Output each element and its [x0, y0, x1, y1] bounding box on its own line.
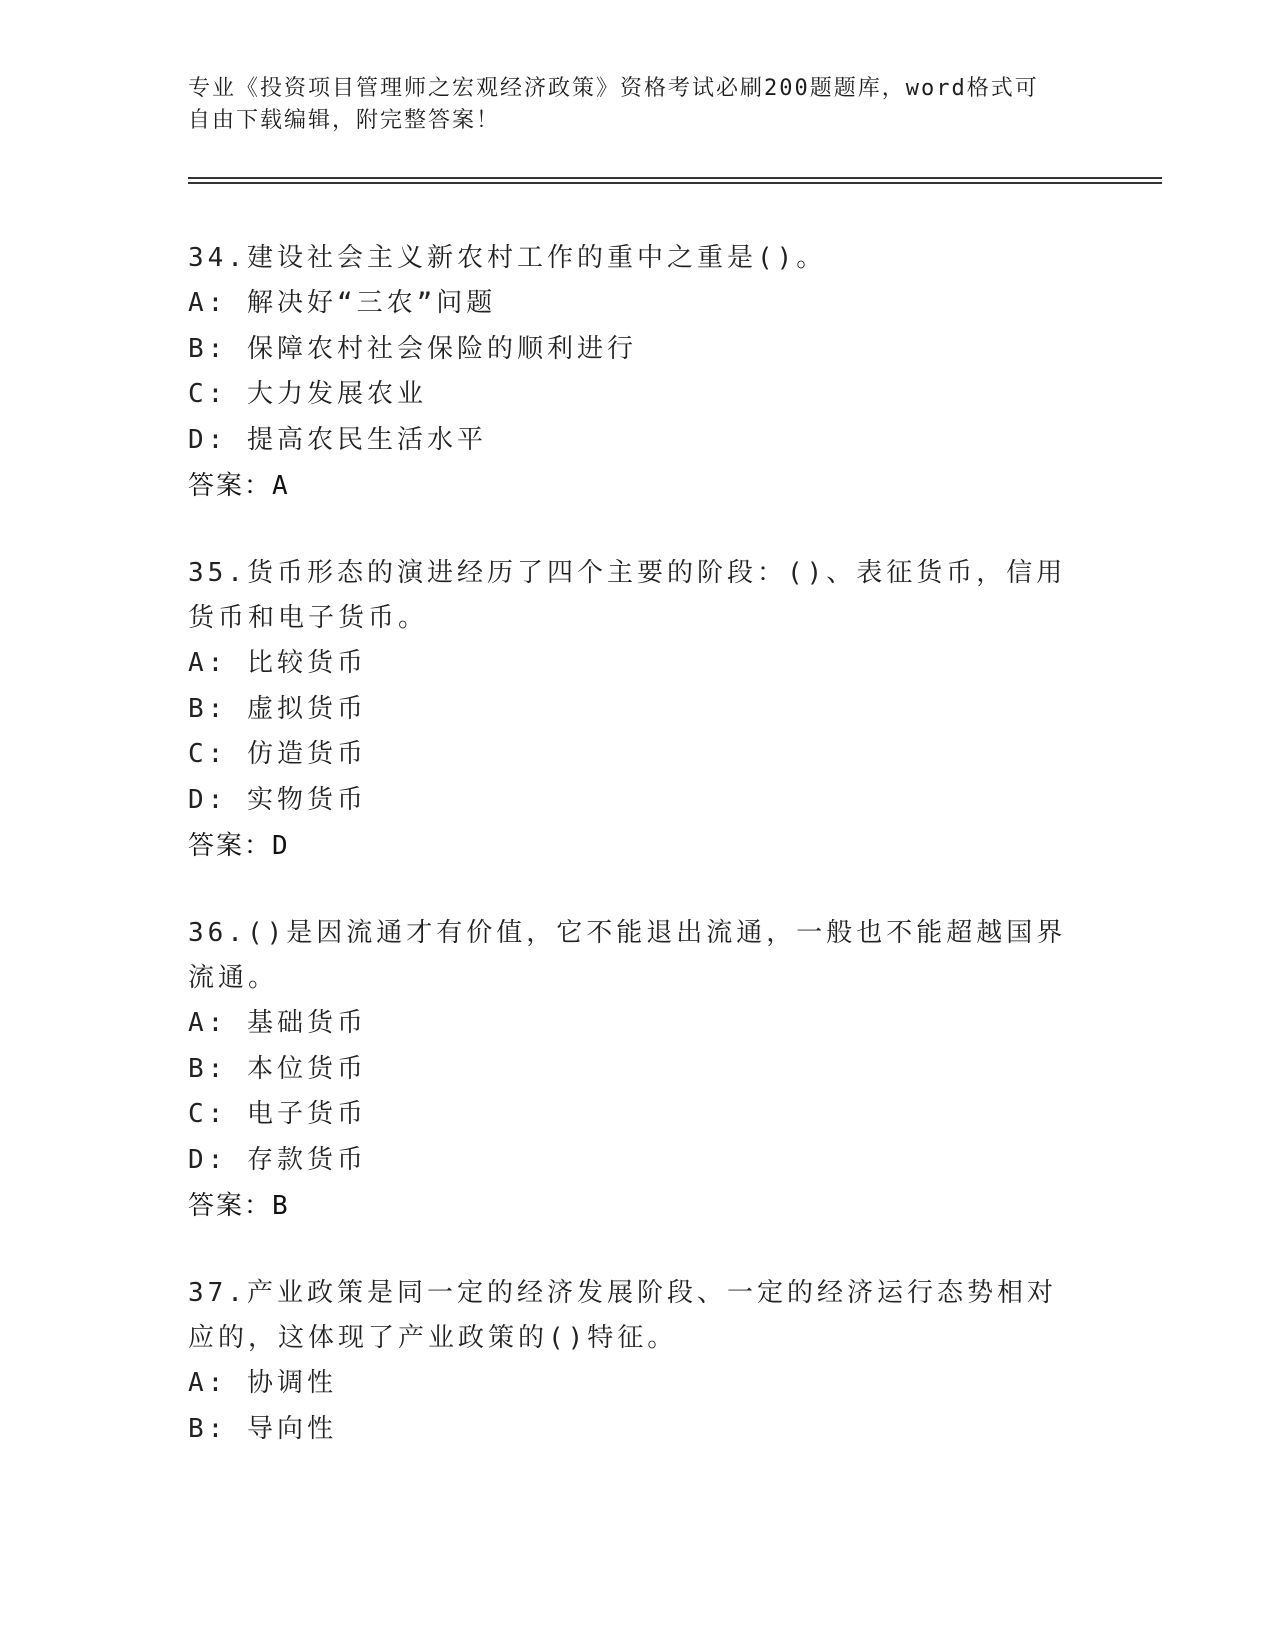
answer [188, 1183, 1078, 1229]
question-text: 36.()是因流通才有价值，它不能退出流通，一般也不能超越国界流通。 [188, 918, 1067, 993]
option-b: B: 导向性 [188, 1413, 337, 1444]
header-divider-top [188, 177, 1162, 179]
option-d: D: 提高农民生活水平 [188, 424, 487, 455]
header-divider-bottom [188, 182, 1162, 184]
question-text: 37.产业政策是同一定的经济发展阶段、一定的经济运行态势相对应的，这体现了产业政策的()特征。 [188, 1278, 1057, 1353]
option-c: C: 大力发展农业 [188, 379, 427, 409]
question-text: 34.建设社会主义新农村工作的重中之重是()。 [188, 243, 827, 273]
document-header [188, 73, 1068, 137]
header-line-2: 自由下载编辑，附完整答案！ [188, 108, 501, 133]
answer-label: 答案： [188, 831, 273, 861]
option-d: D: 存款货币 [188, 1144, 367, 1175]
answer-label: 答案： [188, 1191, 273, 1221]
answer-label: 答案： [188, 471, 273, 501]
option-b: B: 本位货币 [188, 1053, 367, 1084]
option-b: B: 保障农村社会保险的顺利进行 [188, 333, 637, 364]
question-list [188, 236, 1078, 1494]
answer-value: D [272, 831, 289, 861]
option-a: A: 基础货币 [188, 1008, 367, 1038]
question-text: 35.货币形态的演进经历了四个主要的阶段：()、表征货币，信用货币和电子货币。 [188, 558, 1067, 633]
question-35 [188, 551, 1078, 869]
option-b: B: 虚拟货币 [188, 693, 367, 724]
option-c: C: 仿造货币 [188, 739, 367, 769]
header-line-1: 专业《投资项目管理师之宏观经济政策》资格考试必刷200题题库，word格式可 [188, 76, 1039, 101]
question-34 [188, 236, 1078, 509]
option-a: A: 协调性 [188, 1368, 337, 1398]
question-37 [188, 1271, 1078, 1452]
option-a: A: 解决好“三农”问题 [188, 288, 497, 318]
option-d: D: 实物货币 [188, 784, 367, 815]
answer [188, 823, 1078, 869]
option-c: C: 电子货币 [188, 1099, 367, 1129]
question-36 [188, 911, 1078, 1229]
option-a: A: 比较货币 [188, 648, 367, 678]
answer-value: B [272, 1191, 289, 1221]
answer-value: A [272, 471, 289, 501]
answer [188, 463, 1078, 509]
